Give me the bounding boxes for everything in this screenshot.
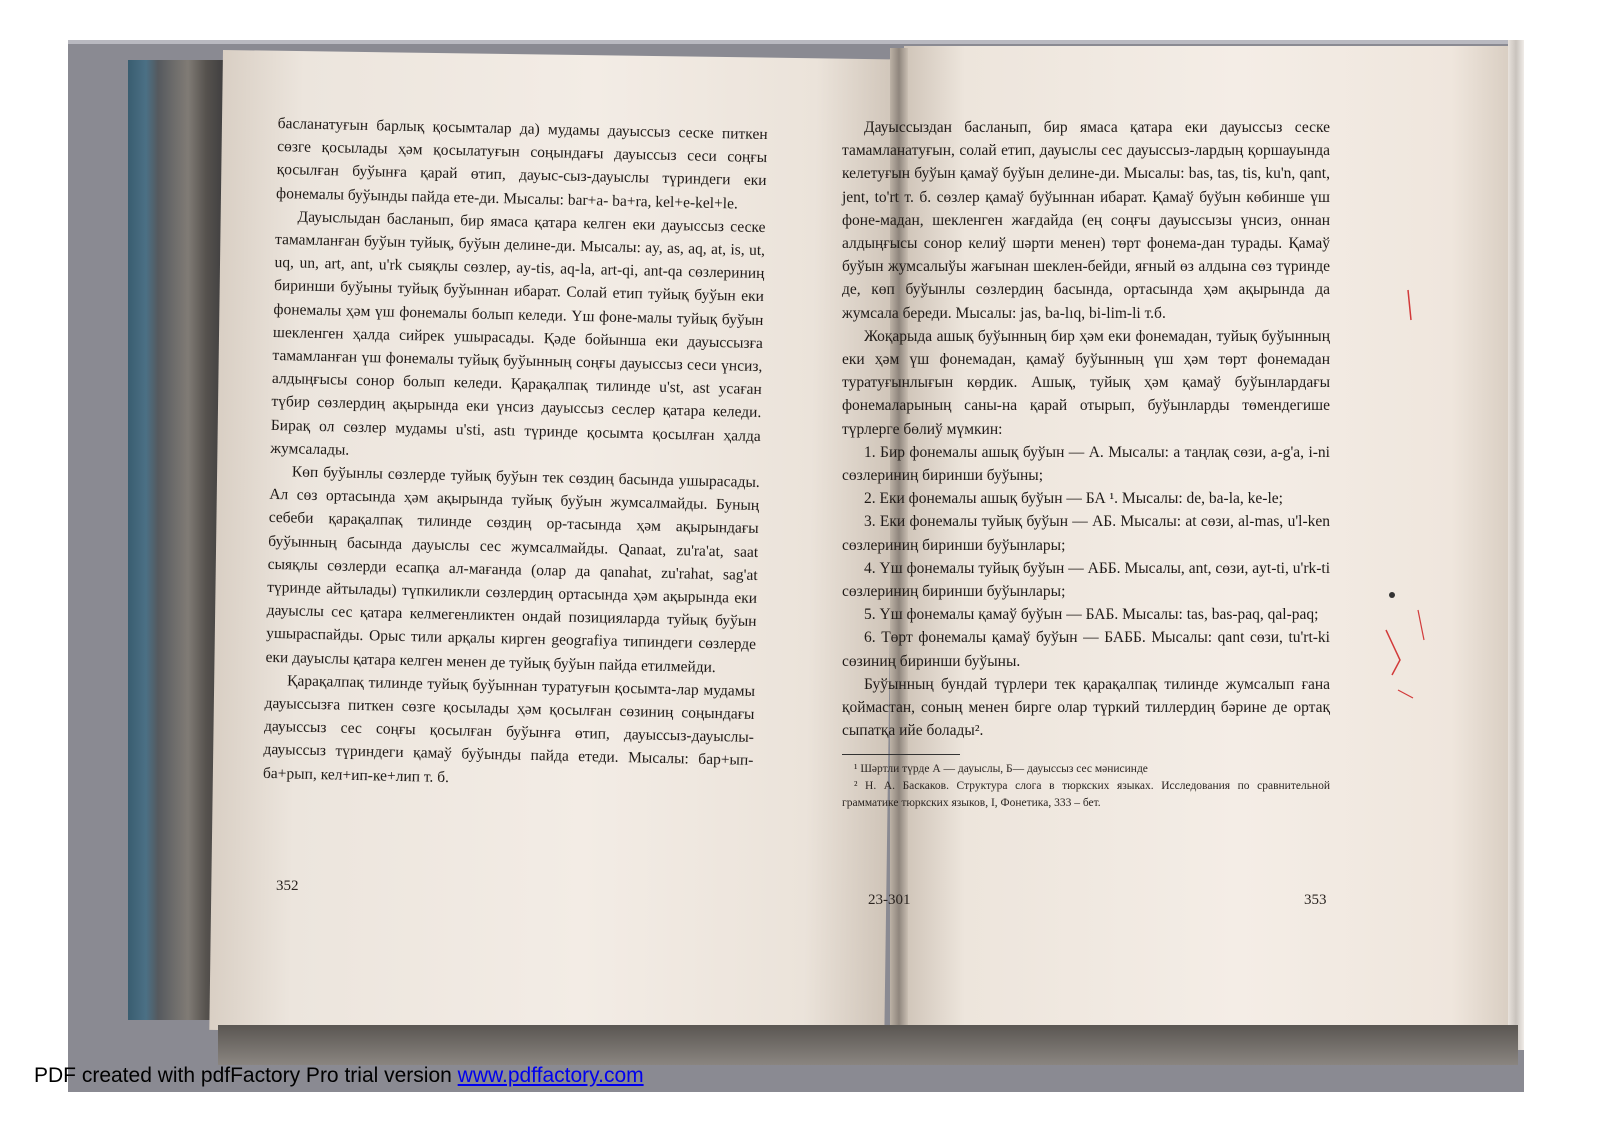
list-item: 6. Төрт фонемалы қамаў буўын — БАББ. Мысалы: qant сөзи, tu'rt-ki сөзиниң биринши буўыны. bbox=[842, 629, 1330, 670]
red-pen-marks-icon bbox=[1378, 280, 1438, 700]
book-bottom-edge bbox=[218, 1025, 1518, 1065]
footnote-divider bbox=[842, 754, 960, 755]
list-item: 5. Үш фонемалы қамаў буўын — БАБ. Мысалы: tas, bas-paq, qal-paq; bbox=[864, 606, 1319, 624]
left-paragraph: Көп буўынлы сөзлерде туйық буўын тек сөздиң басында ушырасады. Ал сөз ортасында ҳәм ақырында туйық буўын жумсалмайды. Буның себеби қарақалпақ тилинде сөздиң ор-тасында ҳәм ақырындағы буўынның басында дауыслы сес жумсалмайды. Qanaat, zu'ra'at, saat сыяқлы сөзлерди есапқа ал-мағанда (олар да qanahat, zu'rahat, sag'at түринде айтылады) түпкиликли сөзлердиң ортасында ҳәм ақырында еки дауыслы сес қатара келмегенликтен ондай позицияларда туйық буўын ушыраспайды. Орыс тили арқалы кирген geografiya типиндеги сөзлерде еки дауыслы қатара келген менен де туйық буўын пайда етилмейди. bbox=[265, 463, 760, 676]
footnotes bbox=[842, 761, 1330, 812]
left-page-text bbox=[263, 112, 768, 796]
list-item: 2. Еки фонемалы ашық буўын — БА ¹. Мысалы: de, ba-la, ke-le; bbox=[864, 490, 1283, 508]
printer-signature: 23-301 bbox=[868, 892, 911, 908]
scanned-book-spread bbox=[68, 40, 1524, 1092]
left-paragraph: Қарақалпақ тилинде туйық буўыннан туратуғын қосымта-лар мудамы дауыссызға питкен сөзге қосылады ҳәм қосылған сөзиниң соңындағы дауыссыз сес соңғы қосылған буўынға өтип, дауыссыз-дауыслы-дауыссыз түриндеги қамаў буўынды пайда етеди. Мысалы: бар+ып-ба+рып, кел+ип-ке+лип т. б. bbox=[262, 672, 756, 786]
pdf-footer bbox=[34, 1064, 644, 1088]
left-paragraph: Дауыслыдан басланып, бир ямаса қатара келген еки дауыссыз сеске тамамланған буўын туйық, буўын делине-ди. Мысалы: ay, as, aq, at, is, ut, uq, un, art, ant, u'rk сыяқлы сөзлер, ay-tis, aq-la, art-qi, ant-qa сөзлериниң биринши буўыны туйық буўыннан ибарат. Солай етип туйық буўын еки фонемалы ҳәм үш фонемалы болып келеди. Үш фоне-малы туйық буўын шекленген ҳалда сийрек ушырасады. Қәде бойынша еки дауыссызға тамамланған үш фонемалы туйық буўынның соңғы дауыссыз сеси үнсиз, алдыңғысы сонор болып келеди. Қарақалпақ тилинде u'st, ast усаған түбир сөзлердиң ақырында еки үнсиз дауыссыз сеслер қатара келеди. Бирақ ол сөзлер мудамы u'sti, astı түринде қосымта қосылған ҳалда жумсалады. bbox=[270, 208, 766, 459]
book-page-edges-right bbox=[1508, 40, 1524, 1050]
right-paragraph: Дауыссыздан басланып, бир ямаса қатара еки дауыссыз сеске тамамланатуғын, солай етип, дауыслы сес дауыссыз-лардың қоршауында келетуғын буўын қамаў буўын делине-ди. Мысалы: bas, tas, tis, ku'n, qant, jent, to'rt т. б. сөзлер қамаў буўыннан ибарат. Қамаў буўын көбинше үш фоне-мадан, шекленген жағдайда (ең соңғы дауыссызы үнсиз, оннан алдыңғысы сонор келиў шәрти менен) төрт фонема-дан турады. Қамаў буўын жумсалыўы жағынан шеклен-бейди, яғный өз алдына сөз түринде де, көп буўынлы сөзлердиң басында, ортасында ҳәм ақырында да жумсала береди. Мысалы: jas, ba-lıq, bi-lim-li т.б. bbox=[842, 119, 1330, 322]
footnote: ² Н. А. Баскаков. Структура слога в тюркских языках. Исследования по сравнительной грамматике тюркских языков, I, Фонетика, 333 – бет. bbox=[842, 780, 1330, 810]
pdffactory-link[interactable]: www.pdffactory.com bbox=[457, 1064, 644, 1087]
right-page-number: 353 bbox=[1304, 892, 1327, 908]
list-item: 1. Бир фонемалы ашық буўын — А. Мысалы: a таңлақ сөзи, a-g'a, i-ni сөзлериниң биринши буўыны; bbox=[842, 443, 1330, 485]
footnote: ¹ Шәртли түрде А — дауыслы, Б— дауыссыз сес мәнисинде bbox=[854, 763, 1148, 776]
list-item: 4. Үш фонемалы туйық буўын — АББ. Мысалы, ant, сөзи, ayt-ti, u'rk-ti сөзлериниң биринши буўынлары; bbox=[842, 559, 1330, 601]
left-page-number: 352 bbox=[276, 878, 299, 894]
scan-top-strip bbox=[68, 40, 1524, 44]
list-item: 3. Еки фонемалы туйық буўын — АБ. Мысалы: at сөзи, al-mas, u'l-ken сөзлериниң биринши буўынлары; bbox=[842, 513, 1330, 554]
left-paragraph: басланатуғын барлық қосымталар да) мудамы дауыссыз сеске питкен сөзге қосылады ҳәм қосылатуғын соңындағы дауыссыз сеси соңғы қосылған буўынға қарай өтип, дауыс-сыз-дауыслы түриндеги еки фонемалы буўынды пайда ете-ди. Мысалы: bar+a- ba+ra, kel+e-kel+le. bbox=[275, 114, 768, 213]
right-paragraph: Буўынның бундай түрлери тек қарақалпақ тилинде жумсалып ғана қоймастан, соның менен бирге олар түркий тиллердиң бәрине де ортақ сыпатқа ийе болады². bbox=[842, 675, 1330, 740]
right-page-text bbox=[842, 116, 1330, 812]
footer-text: PDF created with pdfFactory Pro trial version bbox=[34, 1064, 458, 1087]
right-paragraph: Жоқарыда ашық буўынның бир ҳәм еки фонемадан, туйық буўынның еки ҳәм үш фонемадан, қамаў буўынның үш ҳәм төрт фонемадан туратуғынлығын көрдик. Ашық, туйық ҳәм қамаў буўынлардағы фонемаларының саны-на қарай отырып, буўынларды төмендегише түрлерге бөлиў мүмкин: bbox=[842, 327, 1330, 438]
